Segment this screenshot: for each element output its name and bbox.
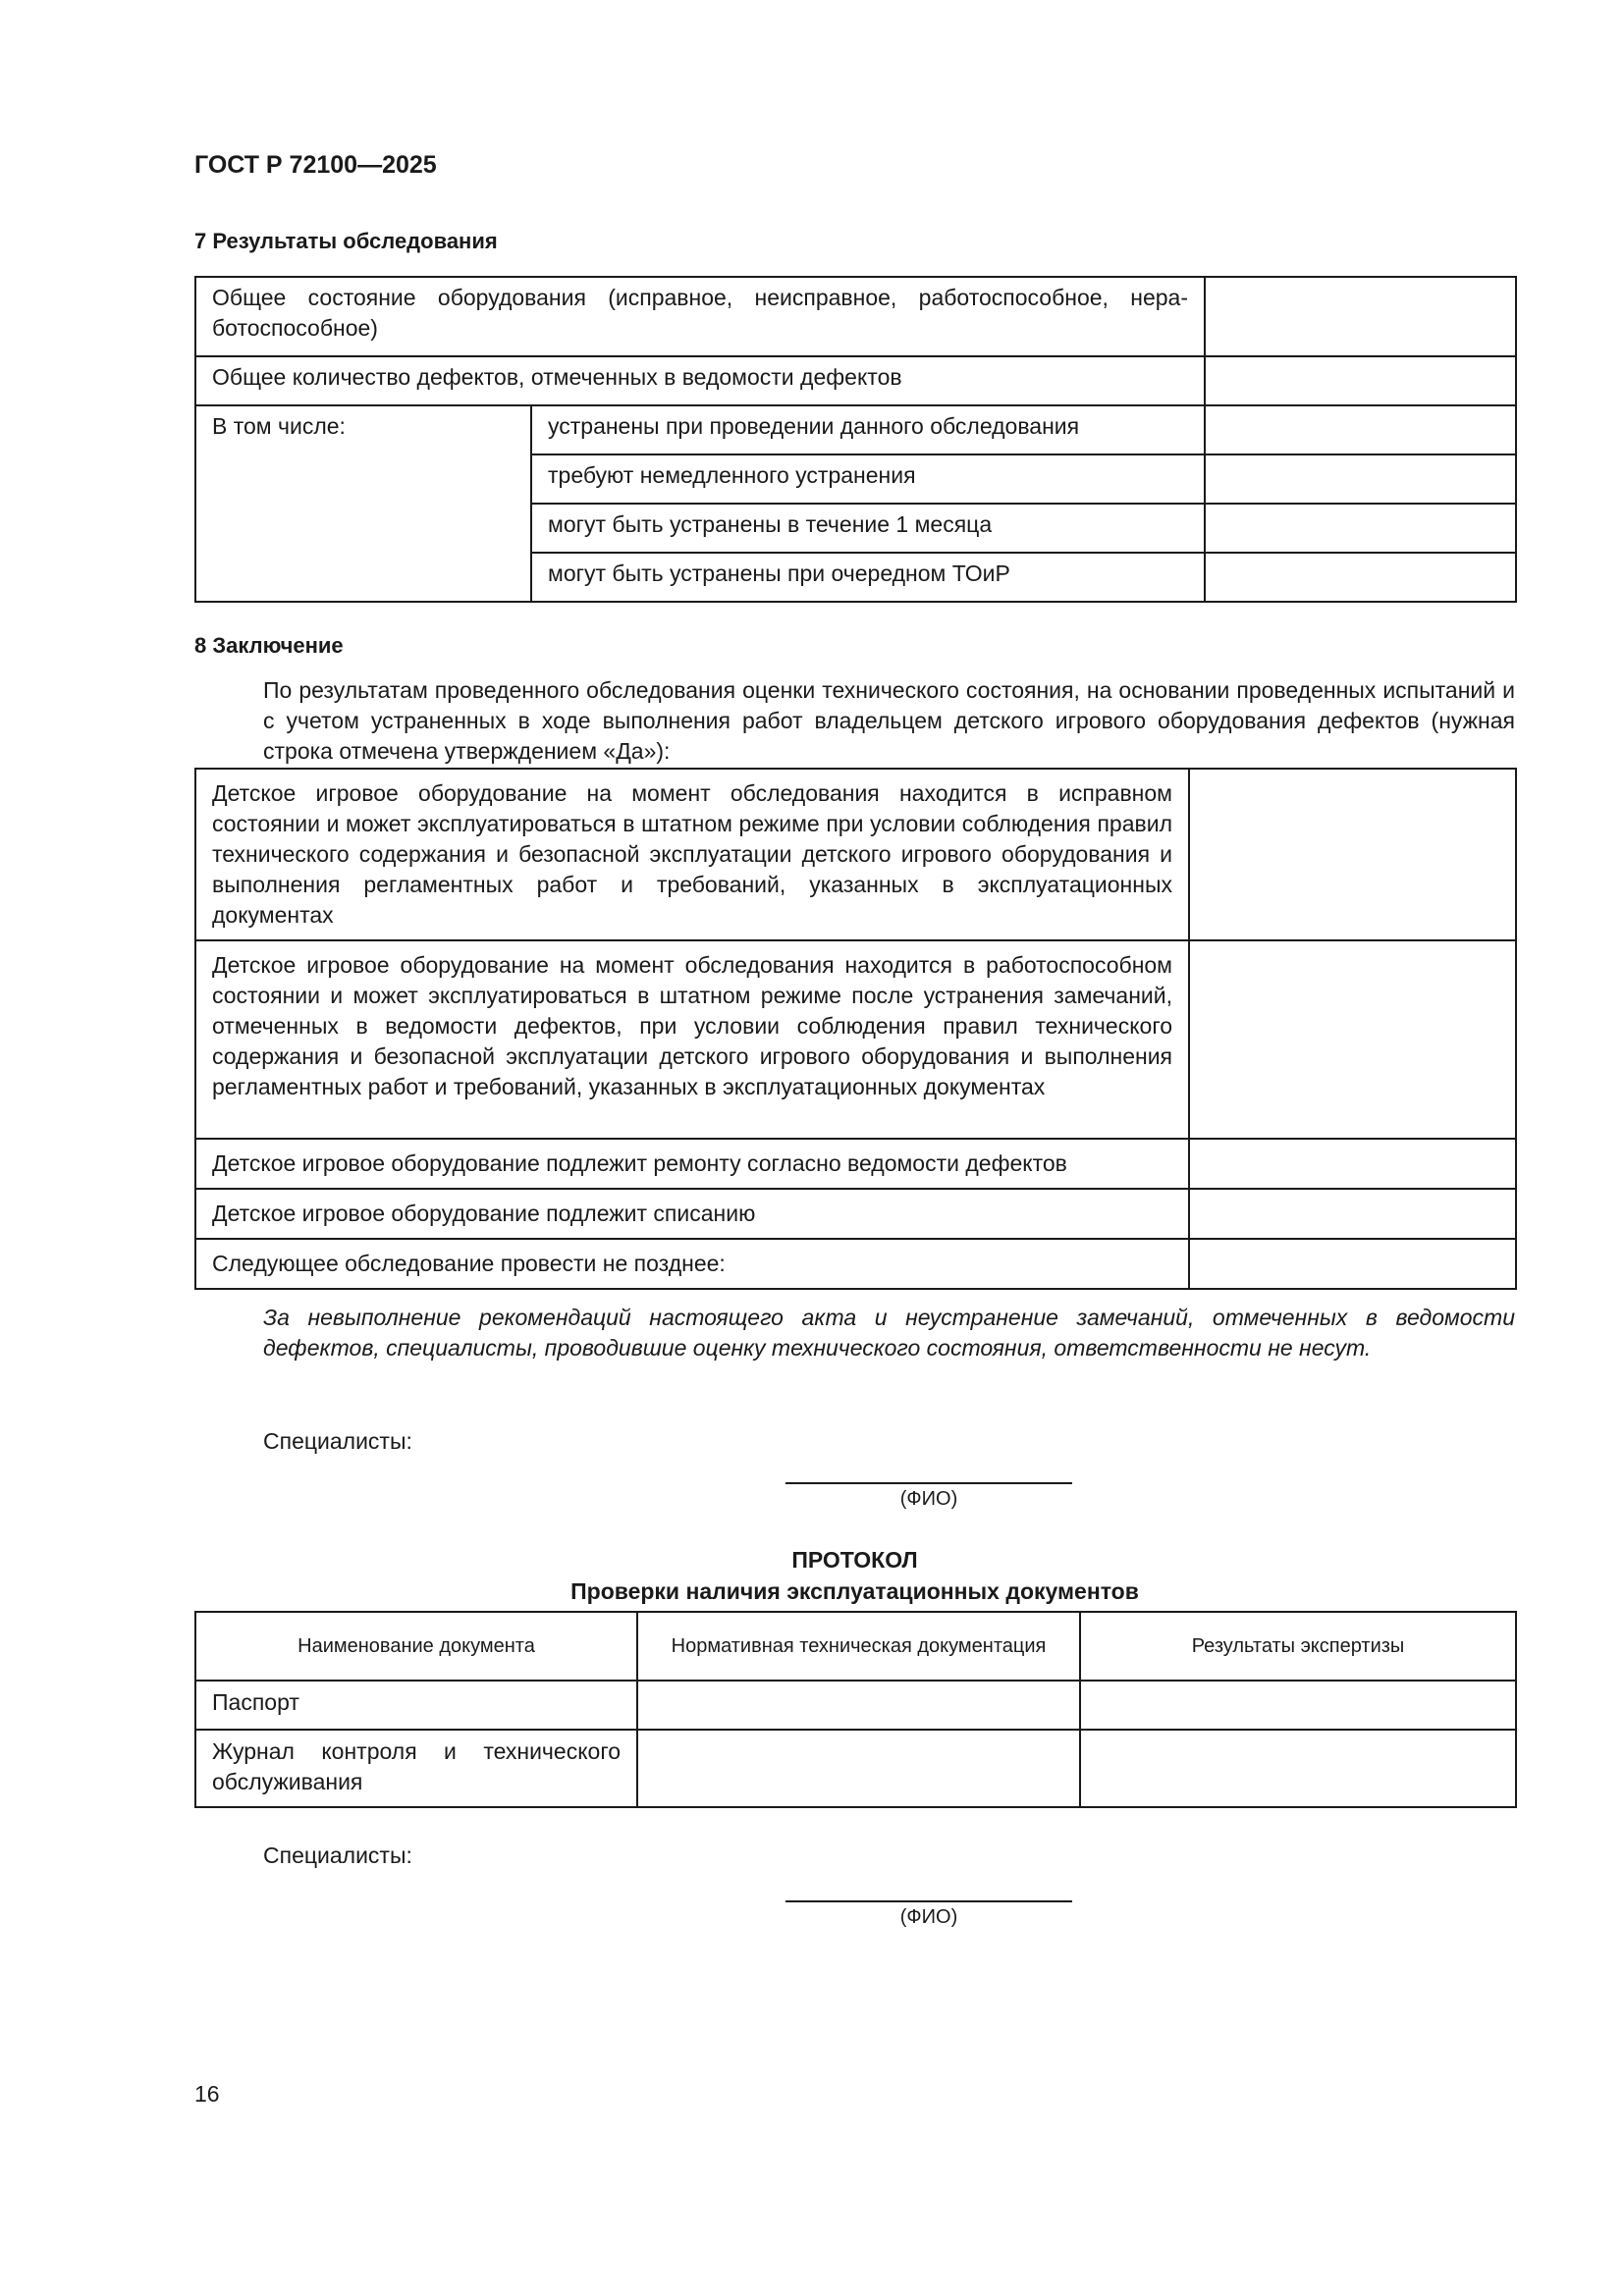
sub-row-label: требуют немедленного устранения xyxy=(531,454,1205,504)
total-defects-label: Общее количество дефектов, отмеченных в ведомости дефектов xyxy=(195,356,1205,405)
specialists-label: Специалисты: xyxy=(263,1842,412,1868)
liability-note xyxy=(194,1303,1515,1363)
sub-row-value[interactable] xyxy=(1205,405,1516,454)
signature-line[interactable] xyxy=(785,1900,1072,1902)
sub-row-label: могут быть устранены при очередном ТОиР xyxy=(531,553,1205,602)
protocol-table xyxy=(194,1611,1517,1808)
page-number: 16 xyxy=(194,2081,220,2107)
conclusion-row-label: Детское игровое оборудование подлежит ремонту согласно ведомости дефектов xyxy=(195,1139,1189,1189)
total-defects-value[interactable] xyxy=(1205,356,1516,405)
conclusion-row-label: Детское игровое оборудование на момент обследования находится в исправном состоянии и может эксплуатироваться в штатном режиме при условии соблюдения правил технического содержания и безопасной эксплуатации детского игрового оборудования и выполнения регламентных работ и требований, указанных в эксплуатационных документах xyxy=(195,769,1189,940)
including-label: В том числе: xyxy=(195,405,531,602)
specialists-label: Специалисты: xyxy=(263,1428,412,1454)
conclusion-row-label: Детское игровое оборудование на момент обследования находится в работоспособном состоянии и может эксплуатироваться в штатном режиме после устранения замечаний, отмеченных в ведомости дефектов, при условии соблюдения правил технического содержания и безопасной эксплуатации детского игрового оборудования и выполнения регламентных работ и требований, указанных в эксплуатационных документах xyxy=(195,940,1189,1139)
document-name-cell: Паспорт xyxy=(195,1681,637,1730)
general-state-value[interactable] xyxy=(1205,277,1516,356)
ntd-cell[interactable] xyxy=(637,1681,1080,1730)
document-name-cell: Журнал контроля и технического обслуживания xyxy=(195,1730,637,1807)
sub-row-value[interactable] xyxy=(1205,504,1516,553)
column-header: Нормативная техническая документация xyxy=(637,1612,1080,1681)
conclusion-row-label: Детское игровое оборудование подлежит списанию xyxy=(195,1189,1189,1239)
sub-row-value[interactable] xyxy=(1205,553,1516,602)
section-8-title: 8 Заключение xyxy=(194,633,344,658)
next-inspection-value[interactable] xyxy=(1189,1239,1516,1289)
conclusion-row-value[interactable] xyxy=(1189,769,1516,940)
expertise-cell[interactable] xyxy=(1080,1681,1516,1730)
intro-text: По результатам проведенного обследования оценки технического состояния, на основании проведенных испытаний и с учетом устраненных в ходе выполнения работ владельцем детского игрового оборудования дефектов (нужная строка отмечена утверждением «Да»): xyxy=(263,677,1515,764)
sub-row-label: могут быть устранены в течение 1 месяца xyxy=(531,504,1205,553)
section-8-intro xyxy=(194,675,1515,767)
general-state-label: Общее состояние оборудования (исправное, неисправное, работоспособное, неработоспособное) xyxy=(195,277,1205,356)
section-7-title: 7 Результаты обследования xyxy=(194,229,498,253)
sub-row-value[interactable] xyxy=(1205,454,1516,504)
protocol-subtitle: Проверки наличия эксплуатационных документов xyxy=(570,1578,1139,1604)
conclusion-row-value[interactable] xyxy=(1189,1139,1516,1189)
next-inspection-label: Следующее обследование провести не позднее: xyxy=(195,1239,1189,1289)
results-table xyxy=(194,276,1517,603)
fio-caption: (ФИО) xyxy=(899,1906,958,1928)
protocol-title: ПРОТОКОЛ xyxy=(791,1547,918,1573)
expertise-cell[interactable] xyxy=(1080,1730,1516,1807)
document-header: ГОСТ Р 72100—2025 xyxy=(194,151,437,179)
conclusion-row-value[interactable] xyxy=(1189,1189,1516,1239)
conclusion-row-value[interactable] xyxy=(1189,940,1516,1139)
column-header: Результаты экспертизы xyxy=(1080,1612,1516,1681)
column-header: Наименование документа xyxy=(195,1612,637,1681)
signature-line[interactable] xyxy=(785,1482,1072,1484)
fio-caption: (ФИО) xyxy=(899,1488,958,1510)
ntd-cell[interactable] xyxy=(637,1730,1080,1807)
sub-row-label: устранены при проведении данного обследования xyxy=(531,405,1205,454)
liability-note-text: За невыполнение рекомендаций настоящего акта и неустранение замечаний, отмеченных в ведомости дефектов, специалисты, проводившие оценку технического состояния, ответственности не несут. xyxy=(263,1305,1515,1361)
conclusion-table xyxy=(194,768,1517,1290)
